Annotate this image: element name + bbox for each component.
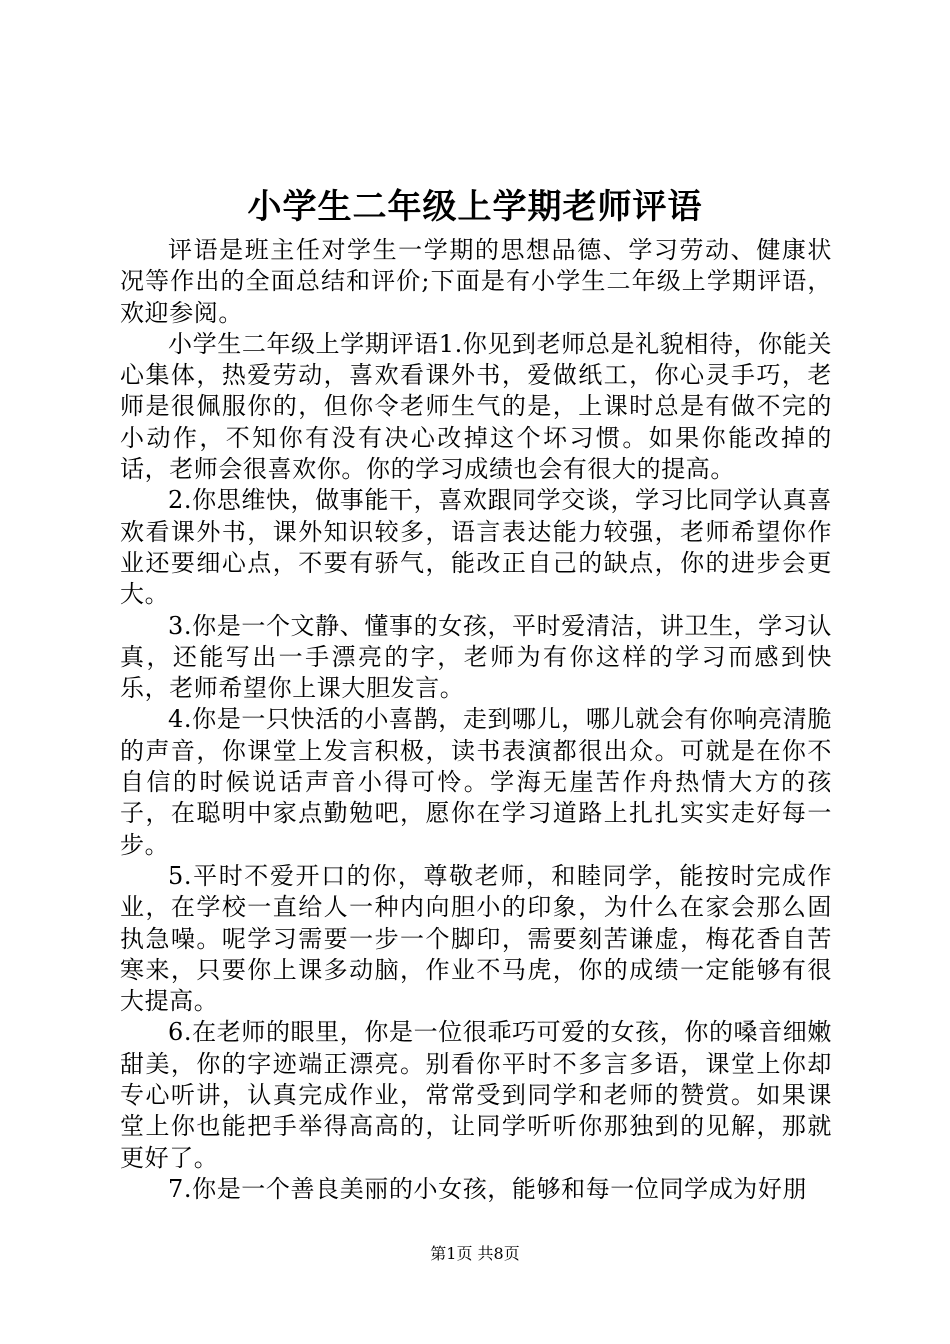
comment-paragraph-4: 4.你是一只快活的小喜鹊，走到哪儿，哪儿就会有你响亮清脆的声音，你课堂上发言积极，读书表演都很出众。可就是在你不自信的时候说话声音小得可怜。学海无崖苦作舟热情大方的孩子，在聪明中家点勤勉吧，愿你在学习道路上扎扎实实走好每一步。 [120, 705, 832, 859]
comment-paragraph-3: 3.你是一个文静、懂事的女孩，平时爱清洁，讲卫生，学习认真，还能写出一手漂亮的字，老师为有你这样的学习而感到快乐，老师希望你上课大胆发言。 [120, 611, 832, 703]
page-number-footer: 第1页 共8页 [430, 1244, 520, 1263]
document-title: 小学生二年级上学期老师评语 [247, 187, 703, 227]
comment-paragraph-2: 2.你思维快，做事能干，喜欢跟同学交谈，学习比同学认真喜欢看课外书，课外知识较多，语言表达能力较强，老师希望你作业还要细心点，不要有骄气，能改正自己的缺点，你的进步会更大。 [120, 486, 832, 609]
comment-paragraph-6: 6.在老师的眼里，你是一位很乖巧可爱的女孩，你的嗓音细嫩甜美，你的字迹端正漂亮。别看你平时不多言多语，课堂上你却专心听讲，认真完成作业，常常受到同学和老师的赞赏。如果课堂上你也能把手举得高高的，让同学听听你那独到的见解，那就更好了。 [120, 1018, 832, 1172]
comment-paragraph-7: 7.你是一个善良美丽的小女孩，能够和每一位同学成为好朋 [168, 1174, 808, 1203]
document-body [120, 235, 832, 1205]
comment-paragraph-5: 5.平时不爱开口的你，尊敬老师，和睦同学，能按时完成作业，在学校一直给人一种内向胆小的印象，为什么在家会那么固执急噪。呢学习需要一步一个脚印，需要刻苦谦虚，梅花香自苦寒来，只要你上课多动脑，作业不马虎，你的成绩一定能够有很大提高。 [120, 861, 832, 1016]
intro-paragraph: 评语是班主任对学生一学期的思想品德、学习劳动、健康状况等作出的全面总结和评价;下面是有小学生二年级上学期评语，欢迎参阅。 [120, 236, 832, 327]
comment-paragraph-1: 小学生二年级上学期评语1.你见到老师总是礼貌相待，你能关心集体，热爱劳动，喜欢看课外书，爱做纸工，你心灵手巧，老师是很佩服你的，但你令老师生气的是，上课时总是有做不完的小动作，不知你有没有决心改掉这个坏习惯。如果你能改掉的话，老师会很喜欢你。你的学习成绩也会有很大的提高。 [120, 329, 832, 484]
